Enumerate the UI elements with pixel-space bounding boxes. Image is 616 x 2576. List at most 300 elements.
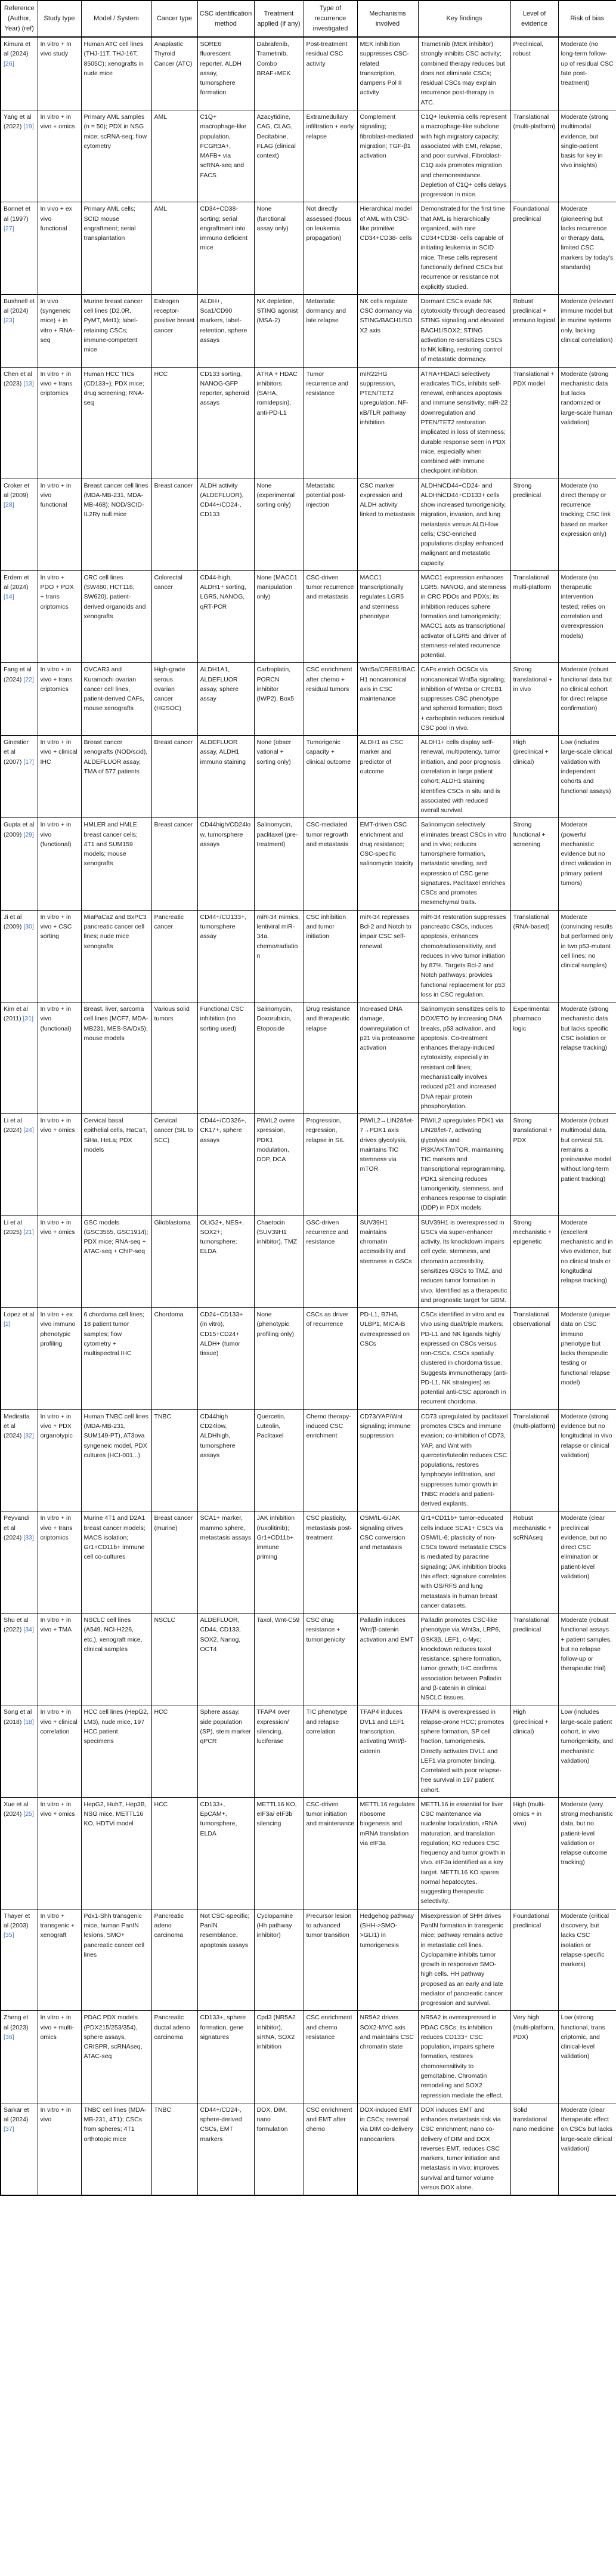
risk-of-bias-cell: Low (includes large-scale clinical validation with independent cohorts and functional assays) [558,736,616,818]
study-type-cell: In vivo + ex vivo functional [38,202,81,294]
key-findings-cell: Demonstrated for the first time that AML is hierarchically organized, with rare CD34+CD38- cells capable of initiating leukemia in SCID mice. These cells represent functionally defined CSCs but recurrence or resistance not explicitly studied. [418,202,510,294]
risk-of-bias-cell: Low (includes large-scale patient cohort, in vivo tumorigenicity, and mechanistic validation) [558,1705,616,1797]
reference-cell [1,2011,38,2103]
model-system-cell: HCC cell lines (HepG2, LM3), nude mice, 197 HCC patient specimens [81,1705,151,1797]
header-recurrence-type: Type of recurrence investigated [304,1,357,37]
cancer-type-cell: Breast cancer [151,736,197,818]
study-type-cell: In vitro + in vivo + clinical IHC [38,736,81,818]
cancer-type-cell: Various solid tumors [151,1002,197,1114]
study-type-cell: In vitro + in vivo + TMA [38,1614,81,1705]
study-type-cell: In vitro + in vivo + omics [38,1215,81,1307]
header-treatment: Treatment applied (if any) [254,1,304,37]
reference-link[interactable]: [23] [4,317,14,325]
risk-of-bias-cell: Moderate (powerful mechanistic evidence but no direct validation in primary patient tumors) [558,818,616,910]
mechanisms-cell: Wnt5a/CREB1/BACH1 noncanonical axis in CSC maintenance [357,663,418,736]
reference-citation: Kim et al (2011) [4,1005,28,1023]
table-row [1,2011,616,2103]
risk-of-bias-cell: Low (strong functional, trans criptomic, and clinical-level validation) [558,2011,616,2103]
table-row [1,2103,616,2195]
mechanisms-cell: miR-34 represses Bcl-2 and Notch to impair CSC self-renewal [357,910,418,1002]
reference-citation: Shu et al (2022) [4,1616,29,1634]
table-header-row [1,1,616,37]
treatment-cell: PIWIL2 overe xpression, PDK1 modulation, DDP, DCA [254,1114,304,1216]
header-reference: Reference (Author, Year) (ref) [1,1,38,37]
cancer-type-cell: Breast cancer [151,479,197,570]
study-type-cell: In vitro + in vivo functional [38,479,81,570]
evidence-level-cell: Strong translational + in vivo [510,663,558,736]
key-findings-cell: Misexpression of SHH drives PanIN formation in transgenic mice; pathway remains active in metastatic cell lines. Cyclopamine inhibits tumor growth in responsive SMO-high cells. HH pathway proposed as an early and late mediator of pancreatic cancer progression and survival. [418,1909,510,2011]
recurrence-type-cell: CSC enrichment and EMT after chemo [304,2103,357,2195]
reference-cell [1,1114,38,1216]
reference-link[interactable]: [14] [4,593,14,601]
cancer-type-cell: HCC [151,1705,197,1797]
treatment-cell: TFAP4 over expression/ silencing, luciferase [254,1705,304,1797]
cancer-type-cell: Glioblastoma [151,1215,197,1307]
reference-link[interactable]: [34] [23,1626,34,1634]
recurrence-type-cell: Tumorigenic capacity + clinical outcome [304,736,357,818]
csc-method-cell: ALDH activity (ALDEFLUOR), CD44+/CD24-, CD133 [197,479,254,570]
key-findings-cell: CD73 upregulated by paclitaxel promotes CSCs and immune evasion; co-inhibition of CD73, YAP, and Wnt with quercetin/luteolin reduces CSC populations, restores lymphocyte infiltration, and suppresses tumor growth in TNBC models and patient-derived explants. [418,1409,510,1511]
cancer-type-cell: TNBC [151,1409,197,1511]
evidence-level-cell: Translational observational [510,1308,558,1410]
reference-citation: Ginestier et al (2007) [4,739,29,766]
table-row [1,1909,616,2011]
reference-cell [1,1614,38,1705]
reference-cell [1,1002,38,1114]
risk-of-bias-cell: Moderate (robust functional assays + patient samples, but no relapse follow-up or therapeutic trial) [558,1614,616,1705]
header-risk-of-bias: Risk of bias [558,1,616,37]
recurrence-type-cell: CSC enrichment and chemo resistance [304,2011,357,2103]
reference-link[interactable]: [24] [23,1127,34,1134]
reference-citation: Peyvandi et al (2024) [4,1514,30,1541]
evidence-level-cell: High (preclinical + clinical) [510,1705,558,1797]
cancer-type-cell: AML [151,110,197,202]
risk-of-bias-cell: Moderate (pioneering but lacks recurrence or therapy data, limited CSC markers by today's standards) [558,202,616,294]
table-row [1,1114,616,1216]
table-row [1,818,616,910]
risk-of-bias-cell: Moderate (no direct therapy or recurrence tracking; CSC link based on marker expression only) [558,479,616,570]
study-type-cell: In vitro + in vivo + omics [38,1797,81,1909]
evidence-level-cell: Translational + PDX model [510,367,558,479]
study-type-cell: In vitro + in vivo (functional) [38,818,81,910]
key-findings-cell: Salinomycin sensitizes cells to DOX/ETO by increasing DNA breaks, p53 activation, and apoptosis. Co-treatment enhances therapy-induced cytotoxicity, especially in resistant cell lines; mechanistically involves reduced p21 and increased DNA repair protein phosphorylation. [418,1002,510,1114]
recurrence-type-cell: Progression, regression, relapse in SIL [304,1114,357,1216]
cancer-type-cell: Chordoma [151,1308,197,1410]
treatment-cell: Salinomycin, Doxorubicin, Etoposide [254,1002,304,1114]
treatment-cell: Cyclopamine (Hh pathway inhibitor) [254,1909,304,2011]
table-row [1,570,616,662]
model-system-cell: HepG2, Huh7, Hep3B, NSG mice, METTL16 KO, HDTVi model [81,1797,151,1909]
model-system-cell: GSC models (GSC3565, GSC1914); PDX mice; RNA-seq + ATAC-seq + ChIP-seq [81,1215,151,1307]
cancer-type-cell: NSCLC [151,1614,197,1705]
mechanisms-cell: TFAP4 induces DVL1 and LEF1 transcription, activating Wnt/β-catenin [357,1705,418,1797]
recurrence-type-cell: CSC plasticity, metastasis post-treatment [304,1511,357,1614]
treatment-cell: Taxol, Wnt-C59 [254,1614,304,1705]
evidence-level-cell: Preclinical, robust [510,37,558,110]
study-type-cell: In vitro + in vivo (functional) [38,1002,81,1114]
key-findings-cell: SUV39H1 is overexpressed in GSCs via super-enhancer activity. Its knockdown impairs cell cycle, stemness, and chromatin accessibility, sensitizes GSCs to TMZ, and reduces tumor formation in vivo. Identified as a therapeutic and prognostic target for GBM. [418,1215,510,1307]
model-system-cell: Breast, liver, sarcoma cell lines (MCF7, MDA-MB231, MES-SA/Dx5); mouse models [81,1002,151,1114]
study-type-cell: In vitro + in vivo + multi-omics [38,2011,81,2103]
reference-link[interactable]: [2] [4,1321,11,1328]
reference-citation: Lopez et al [4,1311,35,1319]
model-system-cell: Human ATC cell lines (THJ-11T, THJ-16T, 8505C); xenografts in nude mice [81,37,151,110]
csc-method-cell: CD44high/CD24low, tumorsphere assays [197,818,254,910]
cancer-type-cell: Colorectal cancer [151,570,197,662]
recurrence-type-cell: TIC phenotype and relapse correlation [304,1705,357,1797]
reference-citation: Li et al (2024) [4,1117,22,1134]
table-row [1,37,616,110]
reference-citation: Thayer et al (2003) [4,1912,30,1930]
reference-cell [1,1308,38,1410]
evidence-level-cell: Strong translational + PDX [510,1114,558,1216]
study-type-cell: In vitro + in vivo + trans criptomics [38,367,81,479]
model-system-cell: Human HCC TICs (CD133+); PDX mice; drug screening; RNA-seq [81,367,151,479]
table-row [1,294,616,367]
model-system-cell: Breast cancer xenografts (NOD/scid), ALDEFLUOR assay, TMA of 577 patients [81,736,151,818]
header-evidence-level: Level of evidence [510,1,558,37]
key-findings-cell: TFAP4 is overexpressed in relapse-prone HCC; promotes sphere formation, SP cell fraction, tumorigenesis. Directly activates DVL1 and LEF1 via promoter binding. Correlated with poor relapse-free survival in 197 patient cohort. [418,1705,510,1797]
csc-method-cell: CD44high CD24low, ALDHhigh, tumorsphere assays [197,1409,254,1511]
reference-link[interactable]: [25] [23,1810,34,1818]
csc-method-cell: Not CSC-specific; PanIN resemblance, apoptosis assays [197,1909,254,2011]
cancer-type-cell: Estrogen receptor-positive breast cancer [151,294,197,367]
reference-citation: Ji et al (2009) [4,913,22,930]
key-findings-cell: METTL16 is essential for liver CSC maintenance via nucleolar localization, rRNA maturation, and translation regulation; KO reduces CSC frequency and tumor growth in vivo. eIF3a identified as a key target. METTL16 KO spares normal hepatocytes, suggesting therapeutic selectivity. [418,1797,510,1909]
csc-method-cell: CD133+, sphere formation, gene signatures [197,2011,254,2103]
reference-link[interactable]: [36] [4,2033,14,2041]
reference-citation: Chen et al (2023) [4,370,32,387]
reference-link[interactable]: [17] [23,758,34,766]
cancer-type-cell: Pancreatic adeno carcinoma [151,1909,197,2011]
treatment-cell: Azacytidine, CAG, CLAG, Decitabine, FLAG (clinical context) [254,110,304,202]
recurrence-type-cell: Not directly assessed (focus on leukemia propagation) [304,202,357,294]
risk-of-bias-cell: Moderate (strong mechanistic data but lacks randomized or large-scale human validation) [558,367,616,479]
model-system-cell: Murine breast cancer cell lines (D2.0R, PyMT, Met1); label-retaining CSCs; immune-competent mice [81,294,151,367]
table-row [1,1002,616,1114]
csc-method-cell: CD44+/CD24-, sphere-derived CSCs, EMT markers [197,2103,254,2195]
study-type-cell: In vitro + in vivo + omics [38,1114,81,1216]
treatment-cell: ATRA + HDAC inhibitors (SAHA, romidepsin), anti-PD-L1 [254,367,304,479]
reference-cell [1,663,38,736]
table-row [1,479,616,570]
treatment-cell: Chaetocin (SUV39H1 inhibitor), TMZ [254,1215,304,1307]
csc-method-cell: CD34+CD38- sorting; serial engraftment into immuno deficient mice [197,202,254,294]
reference-link[interactable]: [37] [4,2125,14,2133]
reference-citation: Kimura et al (2024) [4,41,30,58]
mechanisms-cell: MACC1 transcriptionally regulates LGR5 and stemness phenotype [357,570,418,662]
model-system-cell: Primary AML cells; SCID mouse engraftment; serial transplantation [81,202,151,294]
recurrence-type-cell: Extramedullary infiltration + early relapse [304,110,357,202]
evidence-level-cell: Translational (RNA-based) [510,910,558,1002]
key-findings-cell: DOX induces EMT and enhances metastasis risk via CSC enrichment; nano co-delivery of DIM and DOX reverses EMT, reduces CSC markers, tumor initiation and metastasis in vivo; improves survival and tumor volume versus DOX alone. [418,2103,510,2195]
reference-citation: Xue et al (2024) [4,1800,29,1818]
reference-link[interactable]: [18] [23,1718,34,1726]
table-row [1,1614,616,1705]
csc-method-cell: CD44+/CD326+, CK17+, sphere assays [197,1114,254,1216]
evidence-level-cell: Translational preclinical [510,1614,558,1705]
treatment-cell: Cpd3 (NR5A2 inhibitor), siRNA, SOX2 inhibition [254,2011,304,2103]
table-body [1,37,616,2195]
model-system-cell: PDAC PDX models (PDX215/253/354), sphere assays, CRISPR, scRNAseq, ATAC-seq [81,2011,151,2103]
mechanisms-cell: PD-L1, B7H6, ULBP1, MICA-B overexpressed on CSCs [357,1308,418,1410]
study-type-cell: In vitro + PDO + PDX + trans criptomics [38,570,81,662]
reference-cell [1,110,38,202]
model-system-cell: Human TNBC cell lines (MDA-MB-231, SUM149-PT), AT3ova syngeneic model, PDX cultures (HCI-001...) [81,1409,151,1511]
key-findings-cell: Salinomycin selectively eliminates breast CSCs in vitro and in vivo; reduces tumorsphere formation, metastatic seeding, and expression of CSC gene signatures. Paclitaxel enriches CSCs and promotes mesenchymal traits. [418,818,510,910]
key-findings-cell: C1Q+ leukemia cells represent a macrophage-like subclone with high migratory capacity; associated with EMI, relapse, and poor survival. Fibroblast-C1Q axis promotes migration and chemoresistance. Depletion of C1Q+ cells delays progression in mice. [418,110,510,202]
reference-citation: Croker et al (2009) [4,482,30,499]
reference-citation: Song et al (2018) [4,1708,32,1726]
evidence-level-cell: Translational multi-platform [510,570,558,662]
reference-citation: Gupta et al (2009) [4,821,35,838]
reference-citation: Mediratta et al (2024) [4,1412,30,1440]
csc-method-cell: ALDEFLUOR, CD44, CD133, SOX2, Nanog, OCT4 [197,1614,254,1705]
evidence-level-cell: Translational (multi-platform) [510,1409,558,1511]
risk-of-bias-cell: Moderate (relevant immune model but in murine systems only, lacking clinical correlation) [558,294,616,367]
model-system-cell: MiaPaCa2 and BxPC3 pancreatic cancer cell lines; nude mice xenografts [81,910,151,1002]
reference-cell [1,910,38,1002]
cancer-type-cell: HCC [151,1797,197,1909]
reference-link[interactable]: [19] [23,123,34,131]
study-type-cell: In vitro + In vivo study [38,37,81,110]
mechanisms-cell: EMT-driven CSC enrichment and drug resistance; CSC-specific salinomycin toxicity [357,818,418,910]
csc-method-cell: CD44+/CD133+, tumorsphere assay [197,910,254,1002]
reference-citation: Li et al (2025) [4,1218,22,1236]
reference-cell [1,2103,38,2195]
reference-link[interactable]: [13] [23,380,34,387]
treatment-cell: None (functional assay only) [254,202,304,294]
study-type-cell: In vitro + in vivo + omics [38,110,81,202]
risk-of-bias-cell: Moderate (convincing results but performed only in two p53-mutant cell lines; no clinical samples) [558,910,616,1002]
table-row [1,110,616,202]
evidence-level-cell: Strong functional + screening [510,818,558,910]
mechanisms-cell: OSM/IL-6/JAK signaling drives CSC conversion and metastasis [357,1511,418,1614]
reference-citation: Yang et al (2022) [4,113,32,131]
key-findings-cell: ALDHhiCD44+CD24- and ALDHhiCD44+CD133+ cells show increased tumorigenicity, migration, invasion, and lung metastasis versus ALDHlow cells; CSC-enriched populations display enhanced malignant and metastatic capacity. [418,479,510,570]
reference-link[interactable]: [28] [4,501,14,509]
reference-citation: Sarkar et al (2024) [4,2106,29,2124]
treatment-cell: Quercetin, Luteolin, Paclitaxel [254,1409,304,1511]
key-findings-cell: ALDH1+ cells display self-renewal, multipotency, tumor initiation, and poor prognosis correlation in large patient cohort; ALDH1 staining identifies CSCs in situ and is associated with reduced overall survival. [418,736,510,818]
mechanisms-cell: miR22HG suppression, PTEN/TET2 upregulation, NF-κB/TLR pathway inhibition [357,367,418,479]
mechanisms-cell: ALDH1 as CSC marker and predictor of outcome [357,736,418,818]
evidence-level-cell: Solid translational nano medicine [510,2103,558,2195]
csc-method-cell: ALDEFLUOR assay, ALDH1 immuno staining [197,736,254,818]
risk-of-bias-cell: Moderate (critical discovery, but lacks CSC isolation or relapse-specific markers) [558,1909,616,2011]
model-system-cell: NSCLC cell lines (A549, NCI-H226, etc.), xenograft mice, clinical samples [81,1614,151,1705]
mechanisms-cell: DOX-induced EMT in CSCs; reversal via DIM co-delivery nanocarriers [357,2103,418,2195]
treatment-cell: Salinomycin, paclitaxel (pre-treatment) [254,818,304,910]
study-type-cell: In vitro + in vivo + CSC sorting [38,910,81,1002]
reference-citation: Bonnet et al (1997) [4,205,30,223]
table-row [1,1308,616,1410]
key-findings-cell: PIWIL2 upregulates PDK1 via LIN28/let-7, activating glycolysis and PI3K/AKT/mTOR, maintaining TIC markers and transcriptional reprogramming. PDK1 silencing reduces tumorigenicity, stemness, and enhances response to cisplatin (DDP) in PDX models. [418,1114,510,1216]
header-csc-method: CSC identification method [197,1,254,37]
cancer-type-cell: Anaplastic Thyroid Cancer (ATC) [151,37,197,110]
risk-of-bias-cell: Moderate (excellent mechanistic and in vivo evidence, but no clinical trials or longitudinal relapse tracking) [558,1215,616,1307]
model-system-cell: Primary AML samples (n = 50); PDX in NSG mice; scRNA-seq; flow cytometry [81,110,151,202]
reference-cell [1,1409,38,1511]
treatment-cell: None (MACC1 manipulation only) [254,570,304,662]
table-row [1,1511,616,1614]
reference-link[interactable]: [29] [23,831,34,838]
header-model-system: Model / System [81,1,151,37]
csc-method-cell: CD24+CD133+ (in vitro), CD15+CD24+ ALDH+ (tumor tissue) [197,1308,254,1410]
key-findings-cell: miR-34 restoration suppresses pancreatic CSCs, induces apoptosis, enhances chemo/radiosensitivity, and reduces in vivo tumor initiation by 87%. Targets Bcl-2 and Notch pathways; provides functional replacement for p53 loss in CSC regulation. [418,910,510,1002]
csc-method-cell: OLIG2+, NES+, SOX2+; tumorsphere; ELDA [197,1215,254,1307]
reference-citation: Bushnell et al (2024) [4,297,35,315]
cancer-type-cell: Pancreatic cancer [151,910,197,1002]
recurrence-type-cell: Post-treatment residual CSC activity [304,37,357,110]
evidence-level-cell: High (preclinical + clinical) [510,736,558,818]
table-row [1,910,616,1002]
table-row [1,1409,616,1511]
cancer-type-cell: High-grade serous ovarian cancer (HGSOC) [151,663,197,736]
key-findings-cell: MACC1 expression enhances LGR5, NANOG, and stemness in CRC PDOs and PDXs; its inhibition reduces sphere formation and tumorigenicity; MACC1 acts as transcriptional activator of LGR5 and driver of stemness-related recurrence potential. [418,570,510,662]
table-row [1,1215,616,1307]
treatment-cell: METTL16 KO, eIF3a/ eIF3b silencing [254,1797,304,1909]
header-mechanisms: Mechanisms involved [357,1,418,37]
treatment-cell: JAK inhibition (ruxolitinib); Gr1+CD11b+ immune priming [254,1511,304,1614]
evidence-level-cell: Experimental pharmaco logic [510,1002,558,1114]
treatment-cell: None (phenotypic profiling only) [254,1308,304,1410]
recurrence-type-cell: Precursor lesion to advanced tumor transition [304,1909,357,2011]
reference-cell [1,1215,38,1307]
csc-method-cell: SCA1+ marker, mammo sphere, metastasis assays [197,1511,254,1614]
csc-method-cell: CD133+, EpCAM+, tumorsphere, ELDA [197,1797,254,1909]
recurrence-type-cell: CSC inhibition and tumor initiation [304,910,357,1002]
mechanisms-cell: CD73/YAP/Wnt signaling; immune suppression [357,1409,418,1511]
risk-of-bias-cell: Moderate (unique data on CSC immuno phenotype but lacks therapeutic testing or functional relapse model) [558,1308,616,1410]
risk-of-bias-cell: Moderate (very strong mechanistic data, but no patient-level validation or relapse outcome tracking) [558,1797,616,1909]
evidence-level-cell: Strong preclinical [510,479,558,570]
reference-citation: Zheng et al (2023) [4,2014,29,2031]
risk-of-bias-cell: Moderate (strong evidence but no longitudinal in vivo relapse or clinical validation) [558,1409,616,1511]
csc-method-cell: Sphere assay, side population (SP), stem marker qPCR [197,1705,254,1797]
reference-citation: Erdem et al (2024) [4,573,29,591]
recurrence-type-cell: CSC-driven tumor initiation and maintenance [304,1797,357,1909]
csc-method-cell: SORE6 fluorescent reporter, ALDH assay, tumorsphere formation [197,37,254,110]
key-findings-cell: Dormant CSCs evade NK cytotoxicity through decreased STING signaling and elevated BACH1/SOX2; STING activation re-sensitizes CSCs to NK killing, restoring control of metastatic dormancy. [418,294,510,367]
csc-method-cell: Functional CSC inhibition (no sorting used) [197,1002,254,1114]
evidence-level-cell: Very high (multi-platform, PDX) [510,2011,558,2103]
model-system-cell: Cervical basal epithelial cells, HaCaT, SiHa, HeLa; PDX models [81,1114,151,1216]
reference-link[interactable]: [33] [23,1534,34,1541]
evidence-level-cell: Robust preclinical + immuno logical [510,294,558,367]
reference-link[interactable]: [21] [23,1228,34,1236]
risk-of-bias-cell: Moderate (clear preclinical evidence, but no direct CSC elimination or patient-level validation) [558,1511,616,1614]
mechanisms-cell: CSC marker expression and ALDH activity linked to metastasis [357,479,418,570]
reference-citation: Fang et al (2024) [4,666,32,683]
recurrence-type-cell: CSC-mediated tumor regrowth and metastasis [304,818,357,910]
treatment-cell: None (obser vational + sorting only) [254,736,304,818]
csc-method-cell: CD133 sorting, NANOG-GFP reporter, spheroid assays [197,367,254,479]
mechanisms-cell: Complement signaling; fibroblast-mediated migration; TGF-β1 activation [357,110,418,202]
reference-link[interactable]: [30] [23,923,34,930]
treatment-cell: DOX, DIM, nano formulation [254,2103,304,2195]
reference-link[interactable]: [35] [4,1932,14,1939]
treatment-cell: Carboplatin, PORCN inhibitor (IWP2), Box5 [254,663,304,736]
cancer-type-cell: HCC [151,367,197,479]
recurrence-type-cell: Drug resistance and therapeutic relapse [304,1002,357,1114]
mechanisms-cell: Hedgehog pathway (SHH->SMO->GLI1) in tumorigenesis [357,1909,418,2011]
study-type-cell: In vitro + ex vivo immuno phenotypic profiling [38,1308,81,1410]
table-row [1,736,616,818]
model-system-cell: Pdx1-Shh transgenic mice, human PanIN lesions, SMO+ pancreatic cancer cell lines [81,1909,151,2011]
header-key-findings: Key findings [418,1,510,37]
treatment-cell: miR-34 mimics, lentiviral miR-34a, chemo/radiation [254,910,304,1002]
key-findings-cell: CAFs enrich OCSCs via noncanonical Wnt5a signaling; inhibition of Wnt5a or CREB1 suppresses CSC phenotype and spheroid formation; Box5 + carboplatin reduces residual CSC pool in vivo. [418,663,510,736]
reference-link[interactable]: [26] [4,60,14,67]
treatment-cell: Dabrafenib, Trametinib, Combo BRAF+MEK [254,37,304,110]
recurrence-type-cell: CSC enrichment after chemo + residual tumors [304,663,357,736]
mechanisms-cell: Palladin induces Wnt/β-catenin activation and EMT [357,1614,418,1705]
risk-of-bias-cell: Moderate (robust functional data but no clinical cohort for direct relapse confirmation) [558,663,616,736]
study-type-cell: In vitro + transgenic + xenograft [38,1909,81,2011]
key-findings-cell: Trametinib (MEK inhibitor) strongly inhibits CSC activity; combined therapy reduces but does not eliminate CSCs; residual CSCs may explain recurrence post-therapy in ATC. [418,37,510,110]
cancer-type-cell: Pancreatic ductal adeno carcinoma [151,2011,197,2103]
reference-cell [1,37,38,110]
csc-method-cell: ALDH+, Sca1/CD90 markers, label-retention, sphere assays [197,294,254,367]
model-system-cell: 6 chordoma cell lines; 18 patient tumor samples; flow cytometry + multispectral IHC [81,1308,151,1410]
header-study-type: Study type [38,1,81,37]
study-type-cell: In vitro + in vivo + PDX organotypic [38,1409,81,1511]
reference-link[interactable]: [32] [23,1432,34,1440]
header-cancer-type: Cancer type [151,1,197,37]
recurrence-type-cell: Chemo therapy-induced CSC enrichment [304,1409,357,1511]
key-findings-cell: NR5A2 is overexpressed in PDAC CSCs; its inhibition reduces CD133+ CSC population, impairs sphere formation, restores chemosensitivity to gemcitabine. Chromatin remodeling and SOX2 repression mediate the effect. [418,2011,510,2103]
reference-cell [1,736,38,818]
reference-cell [1,818,38,910]
table-row [1,663,616,736]
evidence-level-cell: Robust mechanistic + scRNAseq [510,1511,558,1614]
risk-of-bias-cell: Moderate (robust multimodal data, but cervical SIL remains a preinvasive model without long-term patient tracking) [558,1114,616,1216]
risk-of-bias-cell: Moderate (strong mechanistic data but lacks specific CSC isolation or relapse tracking) [558,1002,616,1114]
csc-method-cell: C1Q+ macrophage-like population, FCGR3A+, MAFB+ via scRNA-seq and FACS [197,110,254,202]
model-system-cell: HMLER and HMLE breast cancer cells; 4T1 and SUM159 models; mouse xenografts [81,818,151,910]
recurrence-type-cell: Metastatic dormancy and late relapse [304,294,357,367]
mechanisms-cell: SUV39H1 maintains chromatin accessibility and stemness in GSCs [357,1215,418,1307]
key-findings-cell: Gr1+CD11b+ tumor-educated cells induce SCA1+ CSCs via OSM/IL-6; plasticity of non-CSCs toward metastatic CSCs is mediated by paracrine signaling; JAK inhibition blocks this effect; signature correlates with OS/RFS and lung metastasis in human breast cancer datasets. [418,1511,510,1614]
model-system-cell: CRC cell lines (SW480, HCT116, SW620), patient-derived organoids and xenografts [81,570,151,662]
treatment-cell: None (experimental sorting only) [254,479,304,570]
treatment-cell: NK depletion, STING agonist (MSA-2) [254,294,304,367]
mechanisms-cell: Hierarchical model of AML with CSC-like primitive CD34+CD38- cells [357,202,418,294]
cancer-type-cell: Breast cancer [151,818,197,910]
recurrence-type-cell: CSC-driven tumor recurrence and metastasis [304,570,357,662]
reference-link[interactable]: [22] [23,675,34,683]
key-findings-cell: Palladin promotes CSC-like phenotype via Wnt3a, LRP6, GSK3β, LEF1, c-Myc; knockdown reduces taxol resistance, sphere formation, tumor growth; IHC confirms association between Palladin and β-catenin in clinical NSCLC tissues. [418,1614,510,1705]
recurrence-type-cell: Metastatic potential post-injection [304,479,357,570]
study-type-cell: In vitro + in vivo + trans criptomics [38,663,81,736]
cancer-type-cell: Breast cancer (murine) [151,1511,197,1614]
model-system-cell: Murine 4T1 and D2A1 breast cancer models; MACS isolation; Gr1+CD11b+ immune cell co-cultures [81,1511,151,1614]
table-row [1,367,616,479]
reference-link[interactable]: [31] [23,1015,34,1023]
cancer-type-cell: Cervical cancer (SIL to SCC) [151,1114,197,1216]
reference-link[interactable]: [27] [4,224,14,232]
risk-of-bias-cell: Moderate (no long-term follow-up of residual CSC fate post-treatment) [558,37,616,110]
recurrence-type-cell: GSC-driven recurrence and resistance [304,1215,357,1307]
key-findings-cell: CSCs identified in vitro and ex vivo using dual/triple markers; PD-L1 and NK ligands highly expressed on CSCs versus non-CSCs. CSCs spatially clustered in chordoma tissue. Suggests immunotherapy (anti-PD-L1, NK strategies) as potential anti-CSC approach in recurrent chordoma. [418,1308,510,1410]
reference-cell [1,1511,38,1614]
reference-cell [1,294,38,367]
risk-of-bias-cell: Moderate (clear therapeutic effect on CSCs but lacks large-scale clinical validation) [558,2103,616,2195]
table-row [1,202,616,294]
reference-cell [1,1705,38,1797]
cancer-type-cell: AML [151,202,197,294]
